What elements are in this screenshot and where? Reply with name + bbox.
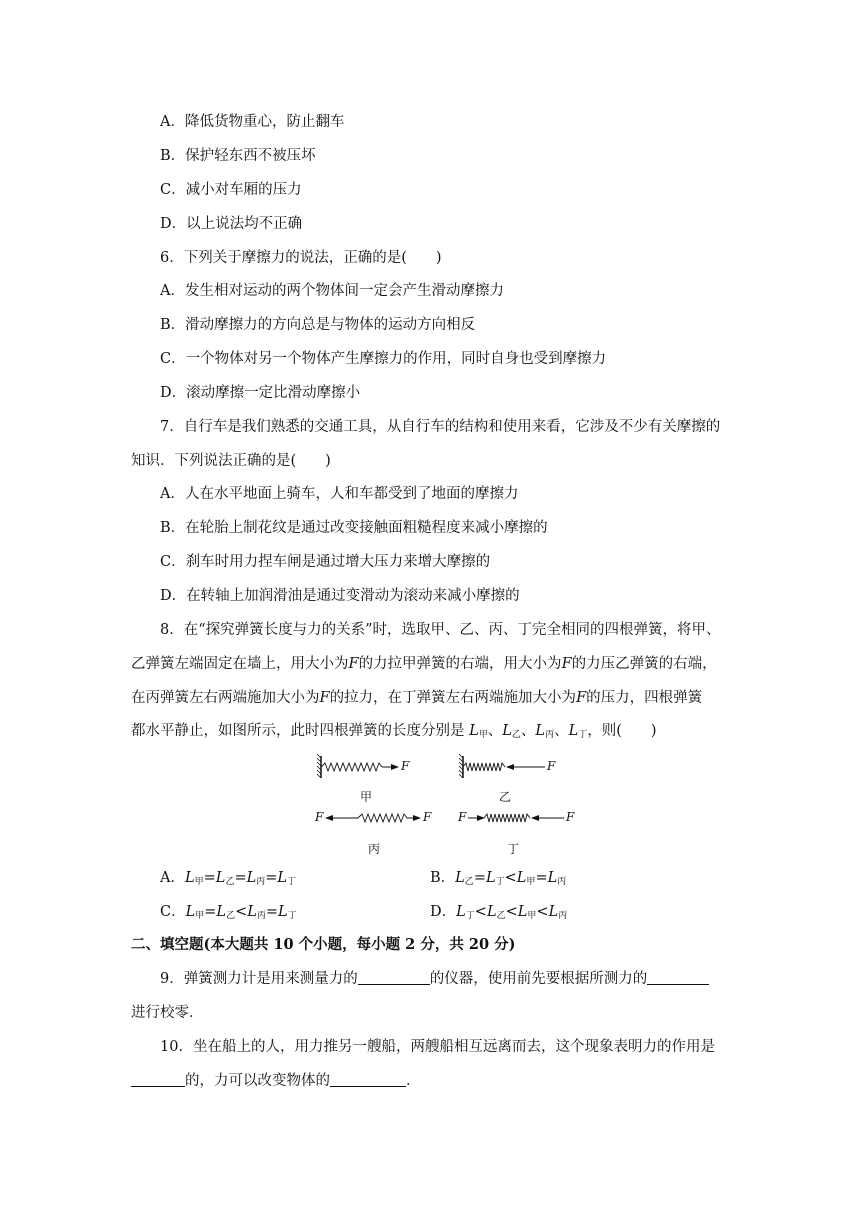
q7-option-c: C．刹车时用力捏车闸是通过增大压力来增大摩擦的	[160, 554, 491, 570]
subscript: 乙	[226, 911, 236, 921]
relation: =	[265, 904, 279, 920]
subscript: 甲	[527, 911, 537, 921]
q8-option-a	[160, 868, 296, 892]
length-symbol: L	[246, 870, 257, 886]
length-symbol: L	[502, 723, 512, 739]
length-symbol: L	[485, 870, 496, 886]
relation: <	[504, 870, 517, 886]
q8-line2-text-c: 的力压乙弹簧的右端，	[571, 656, 717, 672]
spring-bing	[326, 814, 420, 822]
option-letter: A．	[160, 870, 185, 886]
subscript: 甲	[195, 911, 205, 921]
length-symbol: L	[568, 723, 579, 739]
subscript: 甲	[526, 877, 536, 887]
q8-line4-text-b: ，则( )	[587, 723, 657, 739]
springs-figure	[300, 748, 590, 858]
subscript: 丙	[558, 911, 568, 921]
separator: 、	[520, 723, 536, 739]
subscript: 丁	[465, 911, 475, 921]
relation: <	[474, 904, 487, 920]
relation: =	[234, 870, 247, 886]
section-heading: 二、填空题(本大题共 10 个小题，每小题 2 分，共 20 分)	[131, 936, 516, 953]
q8-line2-text-a: 乙弹簧左端固定在墙上，用大小为	[131, 656, 349, 672]
subscript: 丙	[557, 877, 567, 887]
force-label: F	[458, 810, 467, 824]
length-symbol: L	[516, 870, 527, 886]
q9-line1	[160, 969, 709, 989]
spring-jia	[317, 754, 398, 778]
relation: =	[203, 870, 216, 886]
relation: =	[265, 870, 278, 886]
answer-blank[interactable]	[647, 970, 709, 985]
length-symbol: L	[548, 904, 559, 920]
q7-stem-line2: 知识．下列说法正确的是( )	[131, 453, 331, 469]
length-symbol: L	[216, 904, 227, 920]
answer-blank[interactable]	[131, 1072, 185, 1087]
q10-line1: 10．坐在船上的人，用力推另一艘船，两艘船相互远离而去，这个现象表明力的作用是	[160, 1039, 715, 1055]
q9-line2: 进行校零．	[131, 1005, 204, 1021]
spring-yi	[459, 754, 545, 778]
q8-force-symbol: F	[319, 690, 330, 706]
q8-line1: 8．在“探究弹簧长度与力的关系”时，选取甲、乙、丙、丁完全相同的四根弹簧，将甲、	[160, 622, 721, 638]
subscript: 甲	[194, 877, 204, 887]
option-letter: D．	[430, 904, 457, 920]
q6-option-d: D．滚动摩擦一定比滑动摩擦小	[160, 385, 361, 401]
q8-line3-text-b: 的拉力，在丁弹簧左右两端施加大小为	[329, 690, 577, 706]
subscript: 丙	[256, 911, 266, 921]
q8-force-symbol: F	[561, 656, 572, 672]
q6-option-b: B．滑动摩擦力的方向总是与物体的运动方向相反	[160, 317, 476, 333]
q9-text: 的仪器，使用前先要根据所测力的	[429, 971, 648, 987]
subscript: 丁	[578, 730, 588, 740]
force-label: F	[423, 810, 432, 824]
q8-force-symbol: F	[348, 656, 359, 672]
length-symbol: L	[456, 904, 466, 920]
length-symbol: L	[469, 723, 479, 739]
q8-line4	[131, 721, 657, 745]
q8-option-c	[160, 902, 297, 926]
figure-label-jia: 甲	[360, 790, 373, 804]
q10-line2	[131, 1071, 421, 1091]
q8-force-symbol: F	[576, 690, 587, 706]
length-symbol: L	[185, 904, 196, 920]
q5-option-d: D．以上说法均不正确	[160, 216, 303, 232]
option-letter: C．	[160, 904, 186, 920]
q8-line2-text-b: 的力拉甲弹簧的右端，用大小为	[358, 656, 562, 672]
relation: =	[473, 870, 486, 886]
relation: <	[505, 904, 518, 920]
figure-label-yi: 乙	[499, 790, 512, 804]
subscript: 乙	[511, 730, 521, 740]
subscript: 丁	[495, 877, 505, 887]
relation: <	[536, 904, 549, 920]
q7-option-b: B．在轮胎上制花纹是通过改变接触面粗糙程度来减小摩擦的	[160, 520, 548, 536]
q6-stem: 6．下列关于摩擦力的说法，正确的是( )	[160, 250, 442, 266]
q8-line3	[131, 688, 702, 708]
q8-option-d	[430, 902, 567, 926]
relation: =	[535, 870, 548, 886]
subscript: 乙	[496, 911, 506, 921]
length-symbol: L	[455, 870, 465, 886]
q8-line3-text-a: 在丙弹簧左右两端施加大小为	[131, 690, 320, 706]
length-symbol: L	[486, 904, 497, 920]
subscript: 乙	[464, 877, 474, 887]
q8-line3-text-c: 的压力，四根弹簧	[586, 690, 703, 706]
force-label: F	[401, 759, 410, 773]
subscript: 丁	[287, 877, 297, 887]
option-letter: B．	[430, 870, 456, 886]
q5-option-c: C．减小对车厢的压力	[160, 182, 302, 198]
force-label: F	[566, 810, 575, 824]
spring-ding	[468, 814, 564, 822]
relation: <	[235, 904, 248, 920]
length-symbol: L	[215, 870, 226, 886]
separator: 、	[487, 723, 503, 739]
subscript: 甲	[478, 730, 488, 740]
subscript: 丙	[256, 877, 266, 887]
length-symbol: L	[517, 904, 528, 920]
answer-blank[interactable]	[330, 1072, 406, 1087]
subscript: 丁	[287, 911, 297, 921]
force-label: F	[315, 810, 324, 824]
q6-option-a: A．发生相对运动的两个物体间一定会产生滑动摩擦力	[160, 283, 504, 299]
q7-option-d: D．在转轴上加润滑油是通过变滑动为滚动来减小摩擦的	[160, 588, 520, 604]
q8-line4-text-a: 都水平静止，如图所示，此时四根弹簧的长度分别是	[131, 723, 465, 739]
relation: =	[204, 904, 217, 920]
q6-option-c: C．一个物体对另一个物体产生摩擦力的作用，同时自身也受到摩擦力	[160, 351, 607, 367]
q8-option-b	[430, 868, 566, 892]
length-symbol: L	[278, 904, 288, 920]
q7-option-a: A．人在水平地面上骑车，人和车都受到了地面的摩擦力	[160, 486, 519, 502]
q10-text: ．	[406, 1073, 421, 1089]
force-label: F	[547, 759, 556, 773]
answer-blank[interactable]	[358, 970, 430, 985]
q5-option-a: A．降低货物重心，防止翻车	[160, 114, 345, 130]
length-symbol: L	[547, 870, 558, 886]
length-symbol: L	[535, 723, 546, 739]
separator: 、	[554, 723, 569, 739]
q9-text: 9．弹簧测力计是用来测量力的	[160, 971, 358, 987]
figure-label-ding: 丁	[507, 842, 520, 856]
q7-stem-line1: 7．自行车是我们熟悉的交通工具，从自行车的结构和使用来看，它涉及不少有关摩擦的	[160, 419, 721, 435]
subscript: 乙	[225, 877, 235, 887]
length-symbol: L	[277, 870, 288, 886]
length-symbol: L	[247, 904, 257, 920]
subscript: 丙	[545, 730, 555, 740]
q5-option-b: B．保护轻东西不被压坏	[160, 148, 316, 164]
q10-text: 的，力可以改变物体的	[185, 1073, 330, 1089]
q8-line2	[131, 654, 717, 674]
length-symbol: L	[184, 870, 195, 886]
figure-label-bing: 丙	[368, 842, 381, 856]
